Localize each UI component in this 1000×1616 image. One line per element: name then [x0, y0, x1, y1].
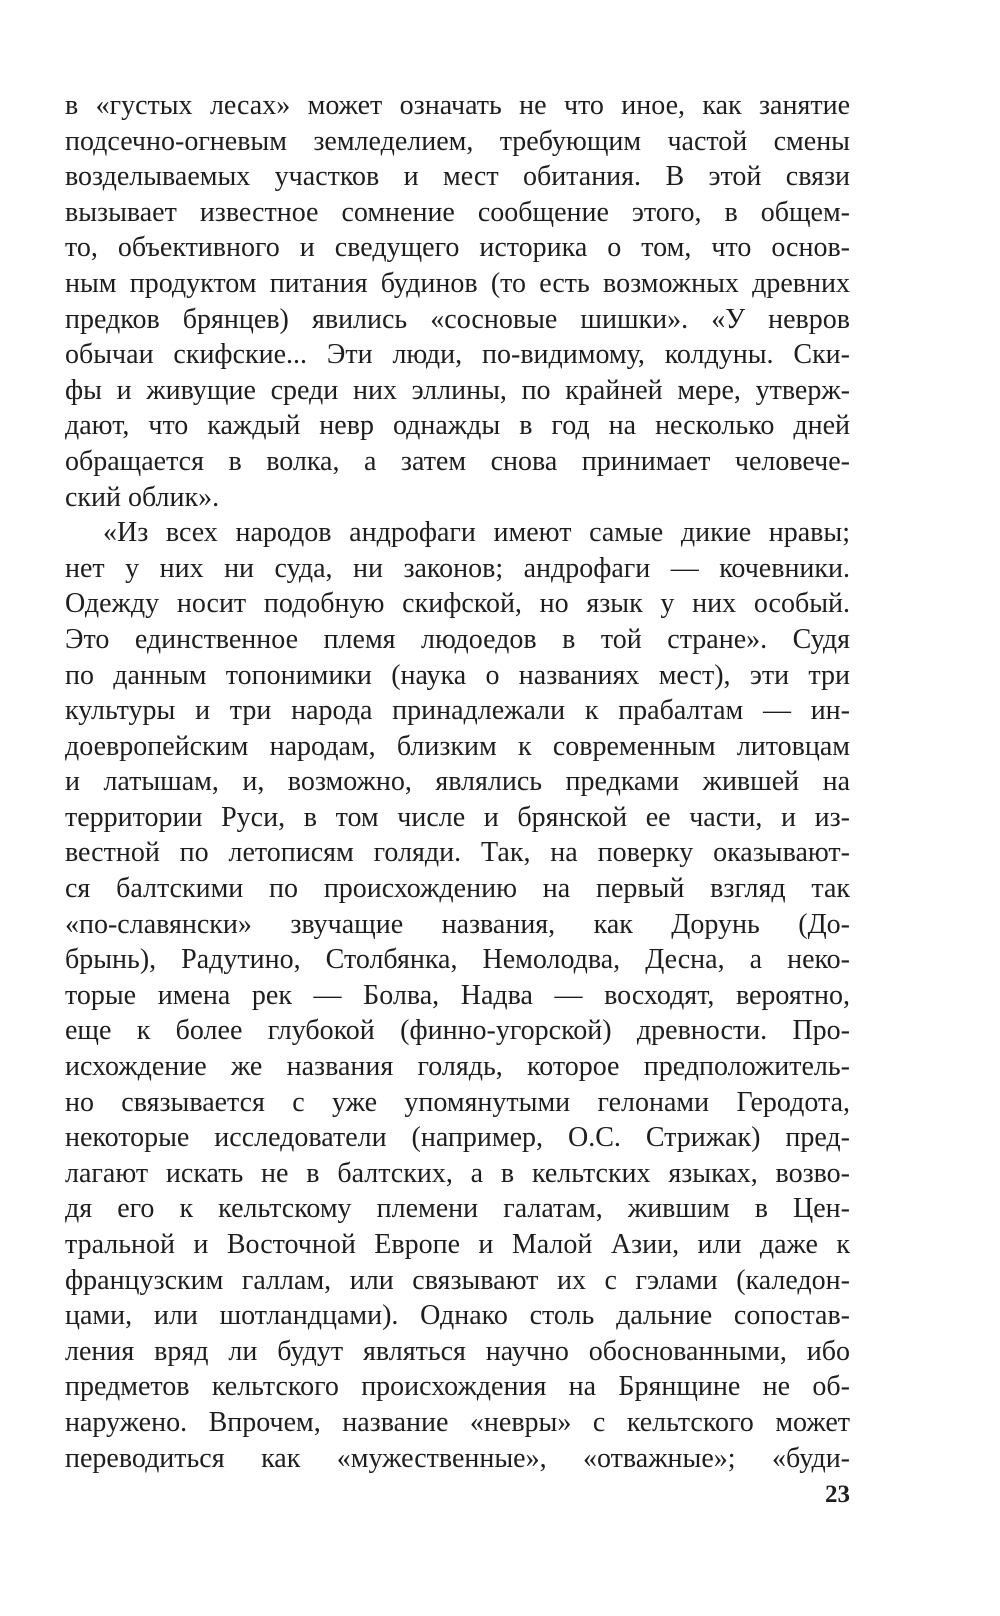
text-line: торые имена рек — Болва, Надва — восходят, вероятно, [65, 979, 850, 1011]
text-line: возделываемых участков и мест обитания. В этой связи [65, 161, 850, 193]
text-line: ным продуктом питания будинов (то есть возможных древних [65, 267, 850, 299]
text-line: переводиться как «мужественные», «отважные»; «буди- [65, 1442, 850, 1474]
text-line: территории Руси, в том числе и брянской ее части, и из- [65, 801, 850, 833]
text-line: то, объективного и сведущего историка о том, что основ- [65, 232, 850, 264]
text-line: и латышам, и, возможно, являлись предками жившей на [65, 766, 850, 798]
text-line: ский облик». [65, 481, 220, 513]
text-line: ся балтскими по происхождению на первый взгляд так [65, 873, 850, 905]
text-line: исхождение же названия голядь, которое предположитель- [65, 1051, 850, 1083]
text-line: французским галлам, или связывают их с гэлами (каледон- [65, 1264, 850, 1296]
page-number: 23 [825, 1481, 850, 1508]
text-line: еще к более глубокой (финно-угорской) древности. Про- [65, 1015, 850, 1047]
text-line: в «густых лесах» может означать не что иное, как занятие [65, 90, 850, 121]
text-line: обычаи скифские... Эти люди, по-видимому, колдуны. Ски- [65, 339, 850, 371]
text-line: дают, что каждый невр однажды в год на несколько дней [65, 410, 850, 442]
text-line: тральной и Восточной Европе и Малой Азии, или даже к [65, 1229, 850, 1260]
text-line: ления вряд ли будут являться научно обоснованными, ибо [65, 1335, 850, 1367]
text-line: нет у них ни суда, ни законов; андрофаги — кочевники. [65, 552, 850, 584]
text-line: брынь), Радутино, Столбянка, Немолодва, Десна, а неко- [65, 944, 850, 976]
text-line: некоторые исследователи (например, О.С. Стрижак) пред- [65, 1122, 850, 1154]
text-line: предков брянцев) явились «сосновые шишки». «У невров [65, 303, 850, 335]
text-line: Это единственное племя людоедов в той стране». Судя [65, 623, 850, 655]
text-line: культуры и три народа принадлежали к прабалтам — ин- [65, 695, 850, 727]
text-line: вызывает известное сомнение сообщение этого, в общем- [65, 196, 850, 228]
text-line: лагают искать не в балтских, а в кельтских языках, возво- [65, 1157, 850, 1189]
body-text [65, 88, 850, 1476]
text-line: фы и живущие среди них эллины, по крайней мере, утверж- [65, 374, 850, 406]
text-line: наружено. Впрочем, название «невры» с кельтского может [65, 1406, 850, 1438]
paragraph-start-line: «Из всех народов андрофаги имеют самые дикие нравы; [103, 517, 850, 549]
text-line: по данным топонимики (наука о названиях мест), эти три [65, 659, 850, 691]
text-line: дя его к кельтскому племени галатам, жившим в Цен- [65, 1193, 850, 1225]
text-line: «по-славянски» звучащие названия, как Дорунь (До- [65, 908, 850, 940]
text-line: предметов кельтского происхождения на Брянщине не об- [65, 1371, 850, 1403]
text-line: Одежду носит подобную скифской, но язык у них особый. [65, 588, 850, 620]
text-line: обращается в волка, а затем снова принимает человече- [65, 445, 850, 477]
text-line: вестной по летописям голяди. Так, на поверку оказывают- [65, 837, 850, 869]
text-line: подсечно-огневым земледелием, требующим частой смены [65, 125, 850, 157]
text-line: но связывается с уже упомянутыми гелонами Геродота, [65, 1086, 850, 1118]
text-line: цами, или шотландцами). Однако столь дальние сопостав- [65, 1300, 850, 1332]
text-line: доевропейским народам, близким к современным литовцам [65, 730, 850, 762]
